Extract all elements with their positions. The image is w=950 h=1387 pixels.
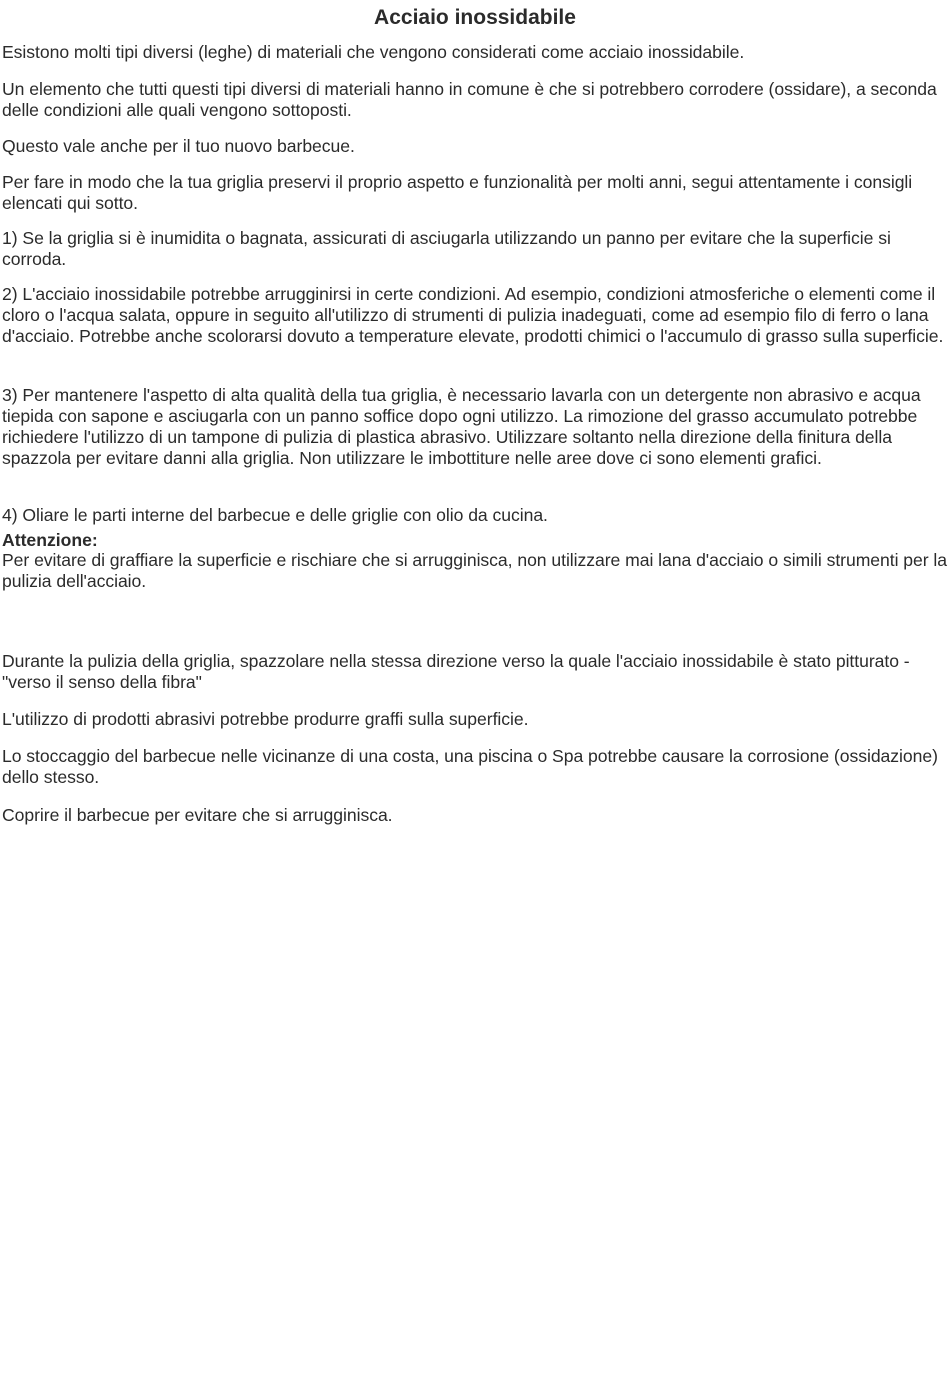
tip-brush-direction: Durante la pulizia della griglia, spazzolare nella stessa direzione verso la quale l'acciaio inossidabile è stato pitturato - "verso il senso della fibra" xyxy=(2,651,910,692)
paragraph-step-2: 2) L'acciaio inossidabile potrebbe arrugginirsi in certe condizioni. Ad esempio, condizioni atmosferiche o elementi come il cloro o l'acqua salata, oppure in seguito all'utilizzo di strumenti di pulizia inadeguati, come ad esempio filo di ferro o lana d'acciaio. Potrebbe anche scolorarsi dovuto a temperature elevate, prodotti chimici o l'accumulo di grasso sulla superficie. xyxy=(2,284,944,346)
paragraph-step-3: 3) Per mantenere l'aspetto di alta qualità della tua griglia, è necessario lavarla con un detergente non abrasivo e acqua tiepida con sapone e asciugarla con un panno soffice dopo ogni utilizzo. La rimozione del grasso accumulato potrebbe richiedere l'utilizzo di un tampone di pulizia di plastica abrasivo. Utilizzare soltanto nella direzione della finitura della spazzola per evitare danni alla griglia. Non utilizzare le imbottiture nelle aree dove ci sono elementi grafici. xyxy=(2,385,921,468)
paragraph-barbecue: Questo vale anche per il tuo nuovo barbecue. xyxy=(2,136,355,156)
paragraph-advice-intro: Per fare in modo che la tua griglia preservi il proprio aspetto e funzionalità per molti anni, segui attentamente i consigli elencati qui sotto. xyxy=(2,172,913,213)
paragraph-corrosion: Un elemento che tutti questi tipi diversi di materiali hanno in comune è che si potrebbero corrodere (ossidare), a seconda delle condizioni alle quali vengono sottoposti. xyxy=(2,79,937,120)
tip-cover: Coprire il barbecue per evitare che si arrugginisca. xyxy=(2,805,393,825)
document-page xyxy=(2,0,948,825)
paragraph-intro: Esistono molti tipi diversi (leghe) di materiali che vengono considerati come acciaio inossidabile. xyxy=(2,42,745,62)
paragraph-step-1: 1) Se la griglia si è inumidita o bagnata, assicurati di asciugarla utilizzando un panno per evitare che la superficie si corroda. xyxy=(2,228,891,269)
paragraph-step-4: 4) Oliare le parti interne del barbecue e delle griglie con olio da cucina. xyxy=(2,505,548,525)
warning-heading: Attenzione: xyxy=(2,530,98,550)
tip-storage: Lo stoccaggio del barbecue nelle vicinanze di una costa, una piscina o Spa potrebbe causare la corrosione (ossidazione) dello stesso. xyxy=(2,746,938,787)
tip-abrasive-products: L'utilizzo di prodotti abrasivi potrebbe produrre graffi sulla superficie. xyxy=(2,709,529,729)
warning-text: Per evitare di graffiare la superficie e rischiare che si arrugginisca, non utilizzare mai lana d'acciaio o simili strumenti per la pulizia dell'acciaio. xyxy=(2,550,948,591)
document-title: Acciaio inossidabile xyxy=(374,6,576,29)
